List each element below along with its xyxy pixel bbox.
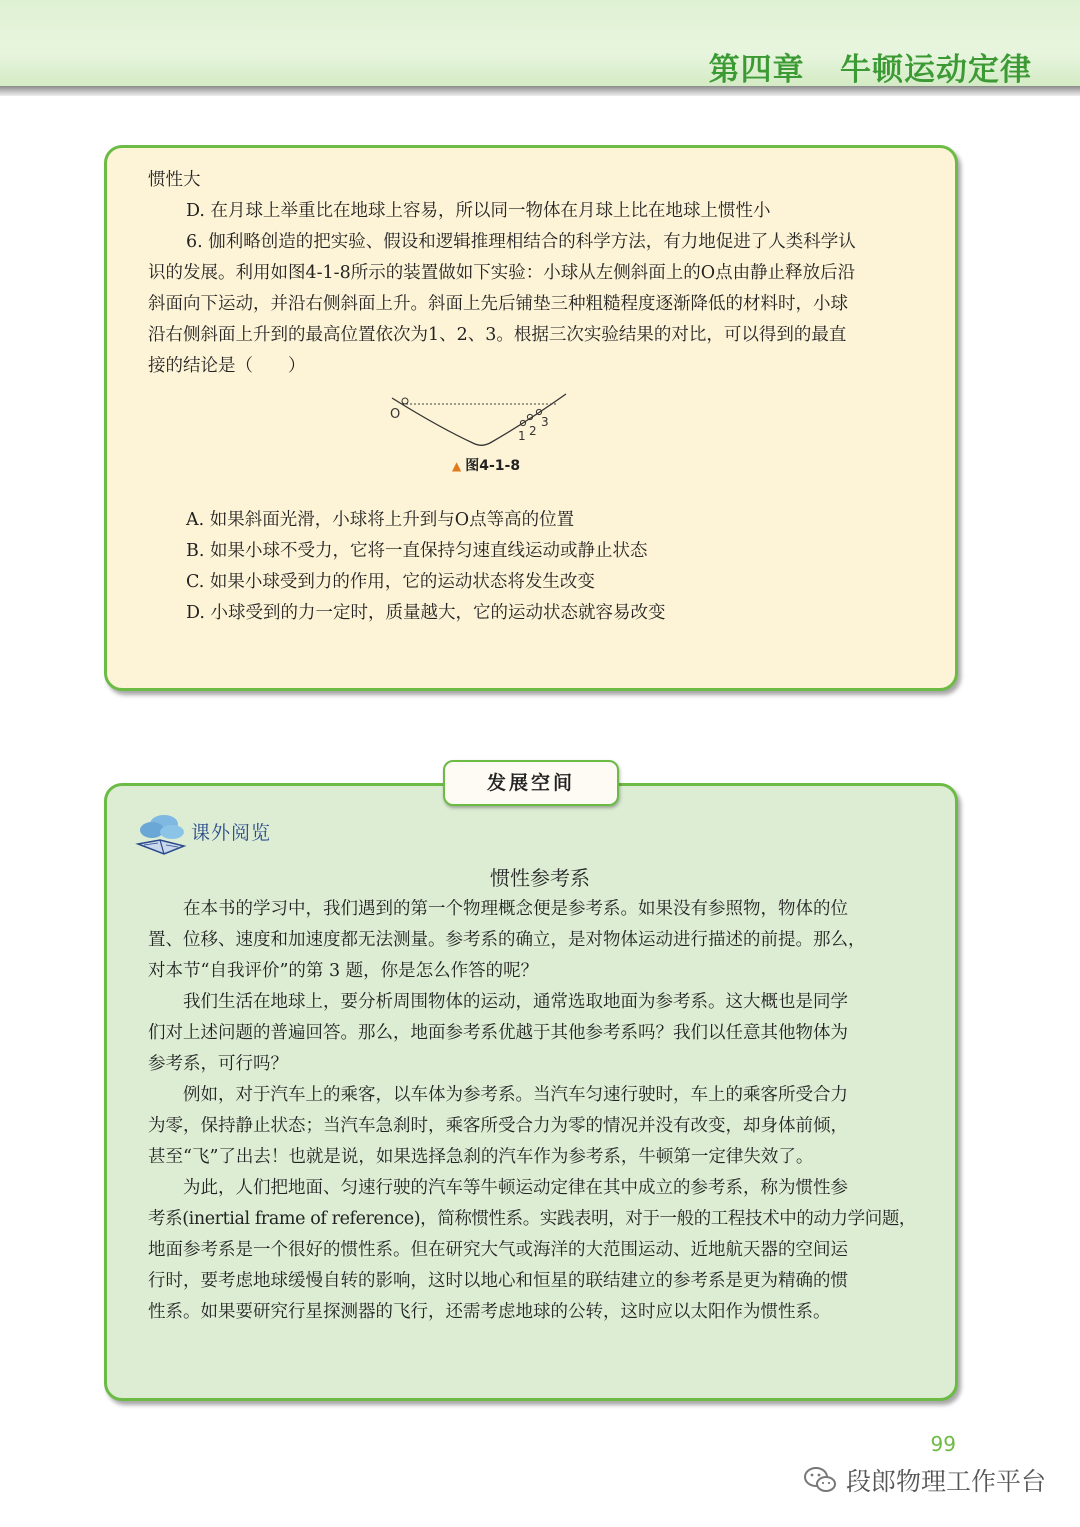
ball [402, 398, 408, 404]
article-line: 为此，人们把地面、匀速行驶的汽车等牛顿运动定律在其中成立的参考系，称为惯性参 [148, 1178, 848, 1198]
option-a: A. 如果斜面光滑，小球将上升到与O点等高的位置 [186, 510, 575, 530]
wechat-icon [802, 1465, 838, 1495]
question-line: 沿右侧斜面上升到的最高位置依次为1、2、3。根据三次实验结果的对比，可以得到的最直 [148, 325, 847, 345]
incline-track [392, 394, 566, 445]
article-title: 惯性参考系 [490, 866, 590, 890]
watermark-text: 段郎物理工作平台 [845, 1467, 1046, 1496]
figure-caption-text: 图4-1-8 [465, 458, 521, 474]
article-line: 参考系，可行吗？ [148, 1054, 288, 1074]
incline-figure [380, 388, 580, 448]
question-line: 识的发展。利用如图4-1-8所示的装置做如下实验：小球从左侧斜面上的O点由静止释放后沿 [148, 263, 856, 283]
reading-label: 课外阅览 [191, 822, 272, 844]
article-line: 我们生活在地球上，要分析周围物体的运动，通常选取地面为参考系。这大概也是同学 [148, 992, 848, 1012]
label-3: 3 [541, 415, 549, 429]
option-d: D. 小球受到的力一定时，质量越大，它的运动状态就容易改变 [186, 603, 666, 623]
question-line: 6. 伽利略创造的把实验、假设和逻辑推理相结合的科学方法，有力地促进了人类科学认 [186, 232, 856, 252]
question-line: 斜面向下运动，并沿右侧斜面上升。斜面上先后铺垫三种粗糙程度逐渐降低的材料时，小球 [148, 294, 848, 314]
option-c: C. 如果小球受到力的作用，它的运动状态将发生改变 [186, 572, 595, 592]
label-1: 1 [518, 429, 526, 443]
book-cloud-icon [134, 810, 188, 858]
article-line: 对本节“自我评价”的第 3 题，你是怎么作答的呢？ [148, 961, 539, 981]
chapter-title: 第四章 牛顿运动定律 [708, 52, 1032, 88]
question-6 [148, 227, 918, 382]
article-line: 甚至“飞”了出去！也就是说，如果选择急刹的汽车作为参考系，牛顿第一定律失效了。 [148, 1147, 814, 1167]
development-tab: 发展空间 [443, 760, 619, 806]
article-line: 置、位移、速度和加速度都无法测量。参考系的确立，是对物体运动进行描述的前提。那么， [148, 930, 866, 950]
article-line: 性系。如果要研究行星探测器的飞行，还需考虑地球的公转，这时应以太阳作为惯性系。 [148, 1302, 831, 1322]
article-line: 例如，对于汽车上的乘客，以车体为参考系。当汽车匀速行驶时，车上的乘客所受合力 [148, 1085, 848, 1105]
question-line: 接的结论是（ ） [148, 356, 306, 376]
triangle-icon: ▲ [452, 459, 462, 473]
article-line: 行时，要考虑地球缓慢自转的影响，这时以地心和恒星的联结建立的参考系是更为精确的惯 [148, 1271, 848, 1291]
label-2: 2 [529, 424, 537, 438]
article-line: 考系(inertial frame of reference)，简称惯性系。实践表明，对于一般的工程技术中的动力学问题， [148, 1209, 917, 1229]
exercise-text-top [148, 165, 918, 227]
article-line: 为零，保持静止状态；当汽车急刹时，乘客所受合力为零的情况并没有改变，却身体前倾， [148, 1116, 848, 1136]
exercise-line: 惯性大 [148, 170, 201, 190]
article-line: 地面参考系是一个很好的惯性系。但在研究大气或海洋的大范围运动、近地航天器的空间运 [148, 1240, 848, 1260]
label-o: O [390, 407, 401, 422]
page-number: 99 [930, 1432, 956, 1456]
figure-caption [452, 455, 520, 475]
article-line: 们对上述问题的普遍回答。那么，地面参考系优越于其他参考系吗？我们以任意其他物体为 [148, 1023, 848, 1043]
article-body [148, 894, 918, 1328]
exercise-line: D. 在月球上举重比在地球上容易，所以同一物体在月球上比在地球上惯性小 [186, 201, 771, 221]
article-line: 在本书的学习中，我们遇到的第一个物理概念便是参考系。如果没有参照物，物体的位 [148, 899, 848, 919]
option-b: B. 如果小球不受力，它将一直保持匀速直线运动或静止状态 [186, 541, 648, 561]
watermark [802, 1462, 1046, 1498]
